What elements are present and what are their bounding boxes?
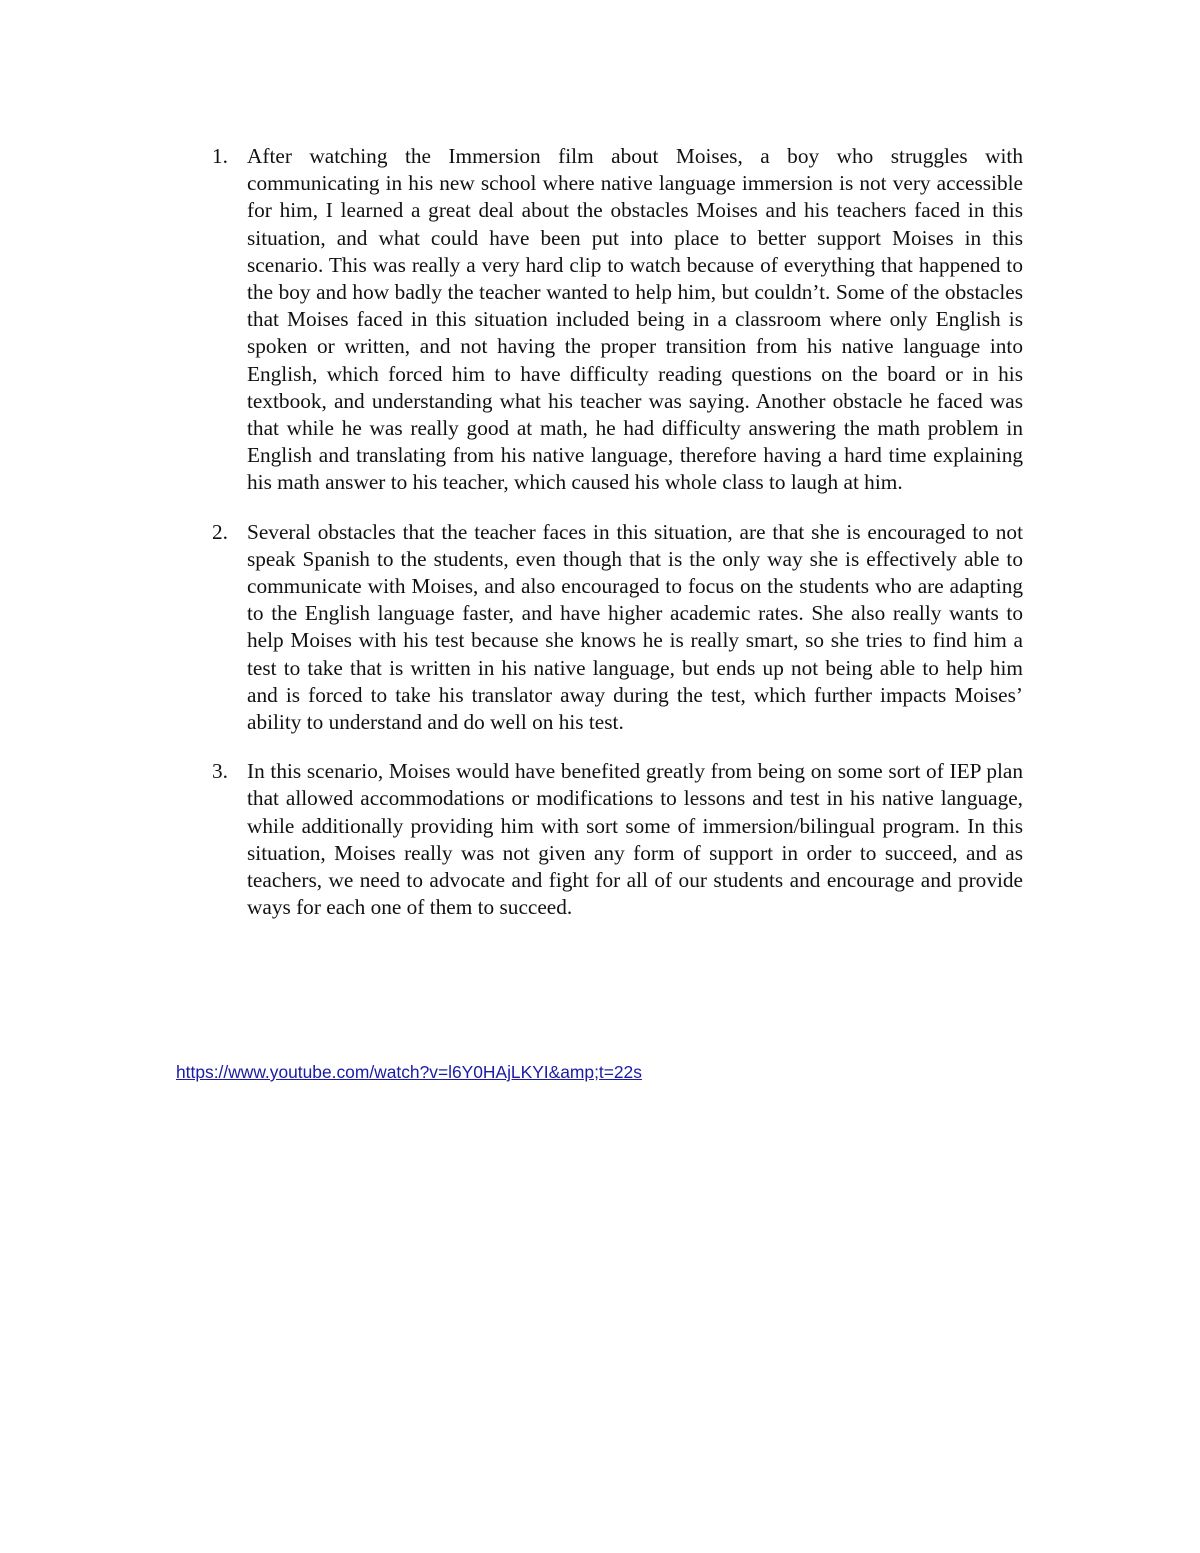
list-item: [208, 519, 1023, 737]
list-item-number: 3.: [212, 759, 228, 784]
youtube-link[interactable]: https://www.youtube.com/watch?v=l6Y0HAjLKYI&amp;t=22s: [176, 1062, 642, 1082]
list-item-number: 1.: [212, 144, 228, 168]
list-item-number: 2.: [212, 519, 228, 544]
list-item: [208, 758, 1023, 921]
list-item-text: In this scenario, Moises would have benefited greatly from being on some sort of IEP plan that allowed accommodations or modifications to lessons and test in his native language, while additionally providing him with sort some of immersion/bilingual program. In this situation, Moises really was not given any form of support in order to succeed, and as teachers, we need to advocate and fight for all of our students and encourage and provide ways for each one of them to succeed.: [247, 759, 1023, 920]
numbered-list: [208, 143, 1023, 943]
list-item-text: After watching the Immersion film about Moises, a boy who struggles with communicating in his new school where native language immersion is not very accessible for him, I learned a great deal about the obstacles Moises and his teachers faced in this situation, and what could have been put into place to better support Moises in this scenario. This was really a very hard clip to watch because of everything that happened to the boy and how badly the teacher wanted to help him, but couldn’t. Some of the obstacles that Moises faced in this situation included being in a classroom where only English is spoken or written, and not having the proper transition from his native language into English, which forced him to have difficulty reading questions on the board or in his textbook, and understanding what his teacher was saying. Another obstacle he faced was that while he was really good at math, he had difficulty answering the math problem in English and translating from his native language, therefore having a hard time explaining his math answer to his teacher, which caused his whole class to laugh at him.: [247, 144, 1023, 495]
list-item: [208, 143, 1023, 497]
list-item-text: Several obstacles that the teacher faces in this situation, are that she is encouraged to not speak Spanish to the students, even though that is the only way she is effectively able to communicate with Moises, and also encouraged to focus on the students who are adapting to the English language faster, and have higher academic rates. She also really wants to help Moises with his test because she knows he is really smart, so she tries to find him a test to take that is written in his native language, but ends up not being able to help him and is forced to take his translator away during the test, which further impacts Moises’ ability to understand and do well on his test.: [247, 519, 1023, 735]
